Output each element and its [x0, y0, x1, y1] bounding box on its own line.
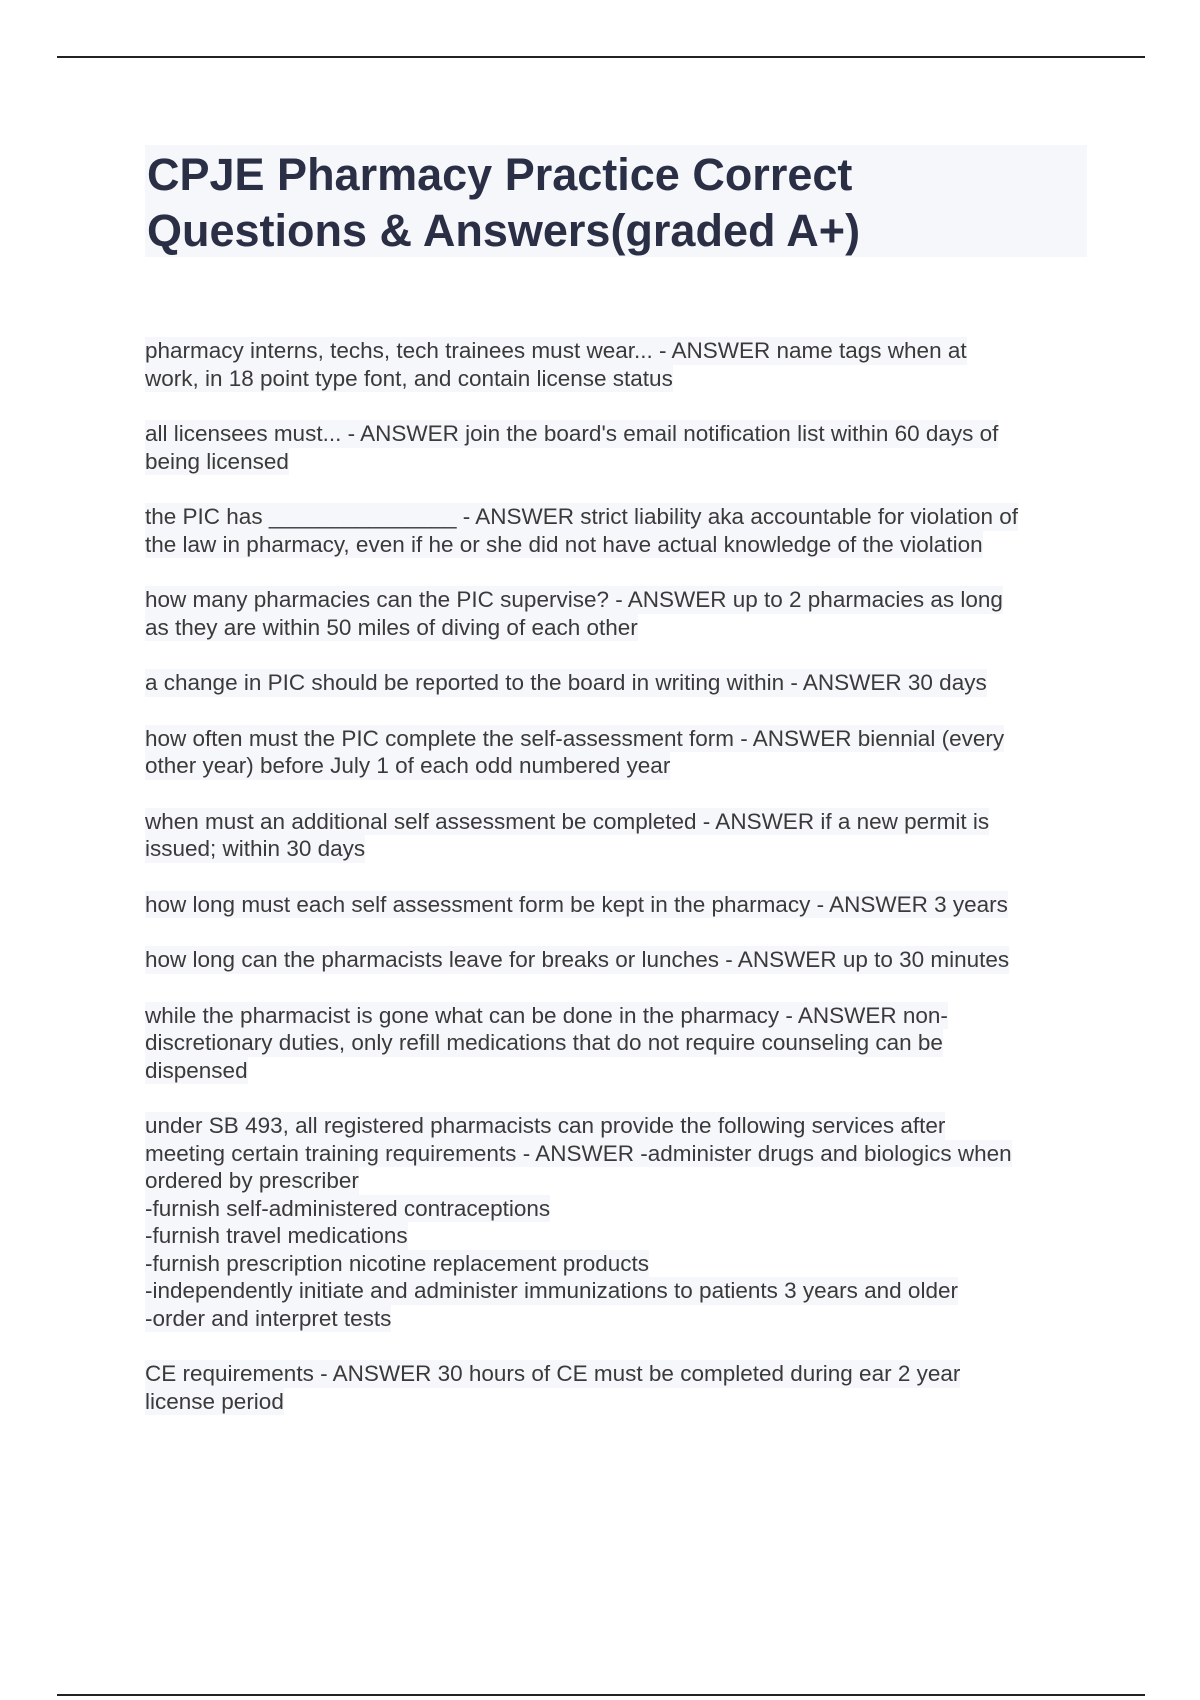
- qa-text-line: being licensed: [145, 448, 289, 474]
- qa-text-line: the law in pharmacy, even if he or she did not have actual knowledge of the violation: [145, 531, 983, 557]
- qa-text-line: discretionary duties, only refill medications that do not require counseling can be: [145, 1030, 943, 1055]
- qa-list: [145, 337, 1090, 1443]
- qa-item: [145, 586, 1090, 641]
- qa-text-line: -furnish prescription nicotine replacement products: [145, 1250, 649, 1276]
- qa-item: [145, 337, 1090, 392]
- qa-text-line: how long must each self assessment form be kept in the pharmacy - ANSWER 3 years: [145, 891, 1008, 917]
- qa-item: [145, 503, 1090, 558]
- qa-text-line: ordered by prescriber: [145, 1168, 359, 1193]
- title-line: Questions & Answers(graded A+): [147, 205, 861, 256]
- qa-item: [145, 1360, 1090, 1415]
- qa-text-line: work, in 18 point type font, and contain license status: [145, 365, 673, 391]
- qa-text-line: -furnish self-administered contraceptions: [145, 1195, 551, 1221]
- qa-text-line: how long can the pharmacists leave for breaks or lunches - ANSWER up to 30 minutes: [145, 947, 1010, 972]
- qa-text-line: -independently initiate and administer immunizations to patients 3 years and older: [145, 1278, 958, 1303]
- qa-text-line: meeting certain training requirements - ANSWER -administer drugs and biologics when: [145, 1140, 1012, 1166]
- qa-text-line: how many pharmacies can the PIC supervise? - ANSWER up to 2 pharmacies as long: [145, 587, 1003, 612]
- qa-text-line: the PIC has _______________ - ANSWER strict liability aka accountable for violation of: [145, 504, 1018, 529]
- title-block: [145, 145, 1087, 257]
- qa-item: [145, 725, 1090, 780]
- qa-item: [145, 420, 1090, 475]
- qa-text-line: dispensed: [145, 1057, 248, 1083]
- qa-text-line: license period: [145, 1388, 284, 1414]
- qa-item: [145, 669, 1090, 697]
- qa-item: [145, 946, 1090, 974]
- qa-item: [145, 1112, 1090, 1332]
- qa-text-line: issued; within 30 days: [145, 836, 366, 861]
- page-title: [147, 147, 1085, 259]
- bottom-rule: [57, 1694, 1145, 1696]
- qa-text-line: while the pharmacist is gone what can be done in the pharmacy - ANSWER non-: [145, 1002, 948, 1028]
- qa-text-line: -order and interpret tests: [145, 1305, 392, 1331]
- qa-text-line: pharmacy interns, techs, tech trainees must wear... - ANSWER name tags when at: [145, 338, 967, 363]
- qa-text-line: CE requirements - ANSWER 30 hours of CE must be completed during ear 2 year: [145, 1361, 961, 1386]
- qa-text-line: -furnish travel medications: [145, 1223, 408, 1248]
- qa-text-line: under SB 493, all registered pharmacists can provide the following services after: [145, 1113, 946, 1138]
- qa-text-line: when must an additional self assessment be completed - ANSWER if a new permit is: [145, 808, 990, 834]
- qa-text-line: other year) before July 1 of each odd numbered year: [145, 753, 671, 778]
- qa-item: [145, 1002, 1090, 1085]
- title-line: CPJE Pharmacy Practice Correct: [147, 149, 853, 200]
- qa-item: [145, 808, 1090, 863]
- qa-text-line: how often must the PIC complete the self-assessment form - ANSWER biennial (every: [145, 725, 1005, 751]
- qa-text-line: a change in PIC should be reported to the board in writing within - ANSWER 30 days: [145, 670, 987, 695]
- qa-item: [145, 891, 1090, 919]
- qa-text-line: all licensees must... - ANSWER join the board's email notification list within 60 days of: [145, 421, 999, 446]
- top-rule: [57, 56, 1145, 58]
- qa-text-line: as they are within 50 miles of diving of each other: [145, 614, 638, 640]
